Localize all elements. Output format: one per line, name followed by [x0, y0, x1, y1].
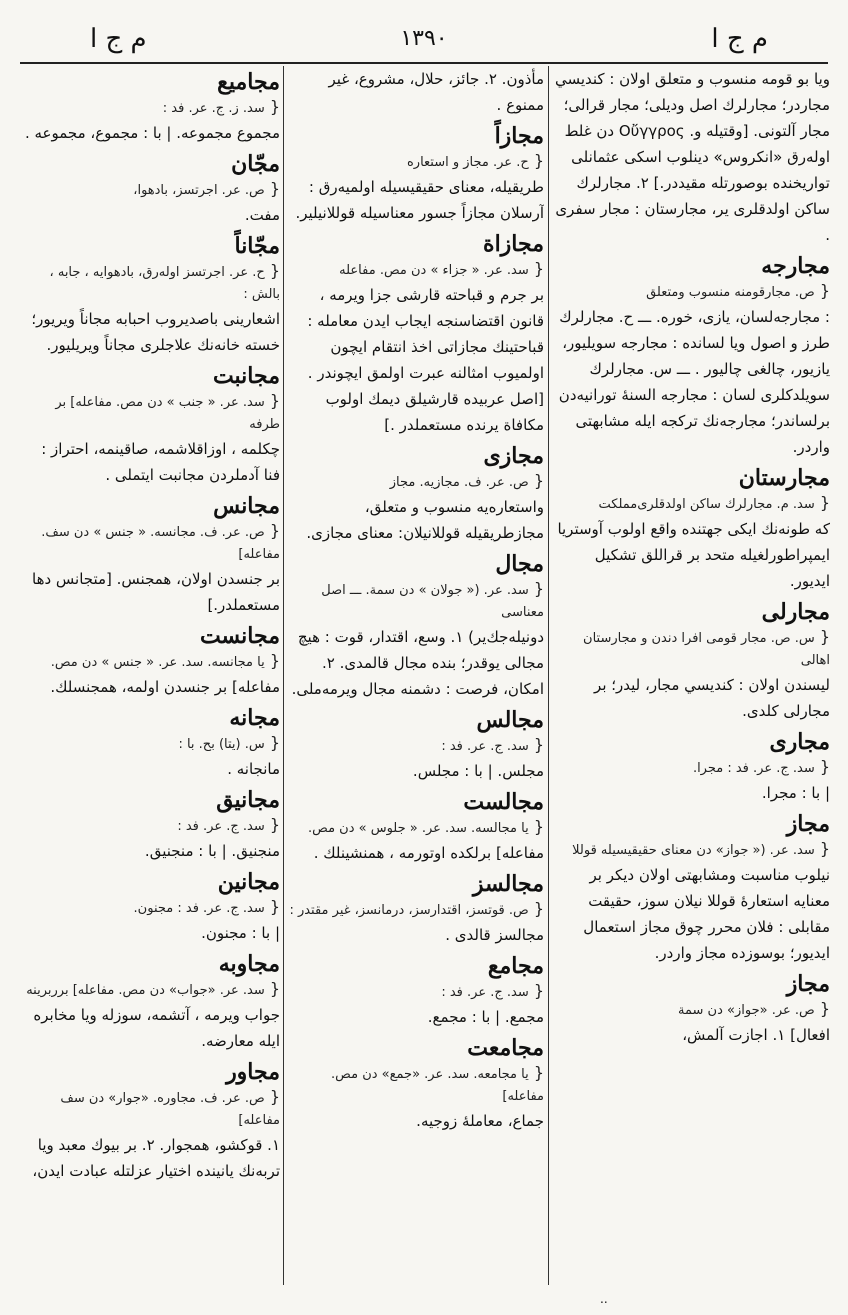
- entry-headword: مجارجه: [761, 253, 830, 279]
- entry-definition: طريقيله، معناى حقيقيسيله اولميه‌رق : آرسلان مجازاً جسور معناسيله قوللانيلير.: [295, 178, 544, 222]
- header-left-mark: م ج ا: [90, 24, 147, 54]
- entry-grammar-note: { ص. عر. ف. مجاوره. «جوار» دن سف مفاعله]: [22, 1086, 280, 1132]
- entry-headword: مجازاة: [483, 231, 544, 257]
- entry-headword: مجانه: [229, 705, 280, 731]
- dictionary-entry: [286, 870, 544, 948]
- entry-definition: جواب ويرمه ، آتشمه، سوزله ويا مخابره ايله معارضه.: [33, 1006, 280, 1050]
- entry-headword: مجانيق: [216, 787, 280, 813]
- column-middle: [286, 66, 544, 1297]
- entry-definition: : مجارجه‌لسان، يازى، خوره. ـــ ح. مجارلرك طرز و اصول ويا لسانده : مجارجه سويليور، يازيور، چالغى چاليور . ـــ س. مجارلرك سويلدكلرى لسان : مجارجه السنهٔ تورانيه‌دن برلساندر؛ مجارجه‌نك تركجه ايله مشابهتى واردر.: [558, 308, 830, 456]
- entry-headword: مجالست: [463, 789, 544, 815]
- entry-headword: مجانبت: [212, 363, 280, 389]
- entry-grammar-note: { ص. مجارقومنه منسوب ومتعلق: [552, 280, 830, 304]
- dictionary-entry: [22, 950, 280, 1054]
- entry-headword: مجازاً: [494, 123, 544, 149]
- entry-definition: واستعاره‌يه منسوب و متعلق، مجازطريقيله قوللانيلان: معناى مجازى.: [306, 498, 544, 542]
- entry-grammar-note: { سد. ج. عر. فد : مجرا.: [552, 756, 830, 780]
- entry-definition: مجمع. | با : مجمع.: [427, 1008, 544, 1026]
- dictionary-entry: [552, 728, 830, 806]
- entry-headword: مجاور: [226, 1059, 280, 1085]
- entry-definition: مانجانه .: [227, 760, 280, 778]
- entry-definition: مأذون. ۲. جائز، حلال، مشروع، غير ممنوع .: [328, 70, 544, 114]
- entry-headword: مجاميع: [217, 69, 280, 95]
- entry-headword: مجامعت: [467, 1035, 544, 1061]
- entry-headword: مجالس: [476, 707, 544, 733]
- entry-definition: ويا بو قومه منسوب و متعلق اولان : كنديسي مجاردر؛ مجارلرك اصل وديلى؛ مجار قرالى؛ مجار آلتونى. [وقتيله و. Οὔγγρος دن غلط اوله‌رق «انكروس» دينلوب اسكى عثمانلى تواريخنده بوصورتله مقيددر.] ٢. مجارلرك ساكن اولدقلرى ير، مجارستان : مجار سفرى .: [554, 70, 830, 244]
- dictionary-entry: [22, 492, 280, 618]
- entry-definition: افعال] ١. اجازت آلمش،: [682, 1026, 830, 1044]
- entry-headword: مجازى: [483, 443, 544, 469]
- entry-grammar-note: { يا مجامعه. سد. عر. «جمع» دن مص. مفاعله]: [286, 1062, 544, 1108]
- dictionary-entry: [552, 810, 830, 966]
- entry-grammar-note: { س. (يتا) بح. با :: [22, 732, 280, 756]
- entry-grammar-note: { يا مجانسه. سد. عر. « جنس » دن مص.: [22, 650, 280, 674]
- header-right-mark: م ج ا: [711, 24, 768, 54]
- dictionary-entry: [22, 232, 280, 358]
- entry-definition: | با : مجنون.: [201, 924, 280, 942]
- entry-definition: بر جنسدن اولان، همجنس. [متجانس دها مستعملدر.]: [32, 570, 280, 614]
- entry-headword: مجاز: [786, 971, 830, 997]
- entry-definition: ليسندن اولان : كنديسي مجار، ليدر؛ بر مجارلى كلدى.: [594, 676, 830, 720]
- entry-headword: مجارى: [769, 729, 830, 755]
- dictionary-entry: [22, 150, 280, 228]
- entry-definition: ١. قوكشو، همجوار. ٢. بر بيوك معبد ويا تربه‌نك يانينده اختيار عزلتله عبادت ايدن،: [32, 1136, 280, 1180]
- entry-grammar-note: { ح. عر. مجاز و استعاره: [286, 150, 544, 174]
- entry-grammar-note: { سد. ج. عر. فد :: [286, 734, 544, 758]
- entry-headword: مجارلى: [761, 599, 830, 625]
- entry-definition: مفاعله] بر جنسدن اولمه، همجنسلك.: [50, 678, 280, 696]
- continued-entry: [552, 66, 830, 248]
- entry-grammar-note: { ح. عر. اجرتسز اوله‌رق، بادهوايه ، جابه ، بالش :: [22, 260, 280, 306]
- dictionary-entry: [286, 122, 544, 226]
- dictionary-entry: [552, 598, 830, 724]
- dictionary-entry: [286, 550, 544, 702]
- dictionary-entry: [22, 68, 280, 146]
- entry-grammar-note: { س. ص. مجار قومى افرا دندن و مجارستان اهالى: [552, 626, 830, 672]
- entry-headword: مجّان: [231, 151, 280, 177]
- entry-grammar-note: { سد. عر. « جنب » دن مص. مفاعله] بر طرفه: [22, 390, 280, 436]
- entry-definition: مجلس. | با : مجلس.: [412, 762, 544, 780]
- entry-grammar-note: { ص. عر. ف. مجازيه. مجاز: [286, 470, 544, 494]
- dictionary-entry: [286, 442, 544, 546]
- entry-definition: دونيله‌جك‌ير) ١. وسع، اقتدار، قوت : هيچ مجالى يوقدر؛ بنده مجال قالمدى. ٢. امكان، فرصت : دشمنه مجال ويرمه‌ملى.: [291, 628, 544, 698]
- dictionary-entry: [22, 704, 280, 782]
- dictionary-entry: [286, 1034, 544, 1134]
- entry-grammar-note: { ص. عر. ف. مجانسه. « جنس » دن سف. مفاعله]: [22, 520, 280, 566]
- entry-grammar-note: { سد. عر. «جواب» دن مص. مفاعله] برربرينه: [22, 978, 280, 1002]
- entry-definition: اشعارينى باصديروب احبابه مجاناً ويريور؛ خسته خانه‌نك علاجلرى مجاناً ويريليور.: [31, 310, 280, 354]
- entry-headword: مجانست: [199, 623, 280, 649]
- column-right: [552, 66, 830, 1297]
- continued-entry: [286, 66, 544, 118]
- entry-definition: جماع، معاملهٔ زوجيه.: [416, 1112, 544, 1130]
- entry-definition: منجنيق. | با : منجنيق.: [144, 842, 280, 860]
- entry-grammar-note: { يا مجالسه. سد. عر. « جلوس » دن مص.: [286, 816, 544, 840]
- column-divider: [283, 66, 284, 1285]
- entry-headword: مجانين: [217, 869, 280, 895]
- entry-grammar-note: { سد. ج. عر. فد :: [286, 980, 544, 1004]
- entry-grammar-note: { سد. عر. « جزاء » دن مص. مفاعله: [286, 258, 544, 282]
- entry-grammar-note: { ص. عر. اجرتسز، بادهوا،: [22, 178, 280, 202]
- entry-headword: مجانس: [213, 493, 280, 519]
- dictionary-entry: [22, 362, 280, 488]
- entry-grammar-note: { ص. عر. «جواز» دن سمة: [552, 998, 830, 1022]
- column-left: [22, 66, 280, 1297]
- entry-grammar-note: { ص. قوتسز، اقتدارسز، درمانسز، غير مقتدر :: [286, 898, 544, 922]
- entry-grammar-note: { سد. عر. (« جولان » دن سمة. ـــ اصل معناسى: [286, 578, 544, 624]
- entry-definition: مجموع مجموعه. | با : مجموع، مجموعه .: [24, 124, 280, 142]
- entry-headword: مجّاناً: [234, 233, 280, 259]
- dictionary-entry: [552, 252, 830, 460]
- entry-headword: مجال: [495, 551, 544, 577]
- running-header: [20, 18, 828, 62]
- entry-definition: مفت.: [244, 206, 280, 224]
- dictionary-entry: [552, 970, 830, 1048]
- dictionary-entry: [286, 706, 544, 784]
- entry-headword: مجارستان: [738, 465, 830, 491]
- entry-grammar-note: { سد. م. مجارلرك ساكن اولدقلرى‌مملكت: [552, 492, 830, 516]
- entry-definition: مفاعله] برلكده اوتورمه ، همنشينلك .: [313, 844, 544, 862]
- footer-mark: ..: [600, 1292, 608, 1306]
- column-divider: [548, 66, 549, 1285]
- entry-definition: نيلوب مناسبت ومشابهتى اولان ديكر بر معنايه استعارهٔ قوللا نيلان سوز، حقيقت مقابلى : فلان محرر چوق مجاز استعمال ايديور؛ بوسوزده مجاز واردر.: [583, 866, 830, 962]
- dictionary-entry: [286, 788, 544, 866]
- entry-headword: مجالسز: [472, 871, 544, 897]
- page-number: ۱۳۹۰: [400, 26, 448, 51]
- entry-headword: مجامع: [487, 953, 544, 979]
- entry-definition: چكلمه ، اوزاقلاشمه، صاقينمه، احتراز : فنا آدملردن مجانبت ايتملى .: [41, 440, 280, 484]
- dictionary-entry: [22, 868, 280, 946]
- entry-grammar-note: { سد. ج. عر. فد :: [22, 814, 280, 838]
- header-rule: [20, 62, 828, 64]
- entry-grammar-note: { سد. ج. عر. فد : مجنون.: [22, 896, 280, 920]
- entry-headword: مجاز: [786, 811, 830, 837]
- entry-definition: بر جرم و قباحته قارشى جزا ويرمه ، قانون اقتضاسنجه ايجاب ايدن معامله : قباحتينك مجازاتى اخذ انتقام ايچون اولميوب امثالنه عبرت اولمق ايچوندر . [اصل عربيده قارشيلق ديمك اولوب مكافاة يرنده مستعملدر .]: [307, 286, 544, 434]
- entry-definition: | با : مجرا.: [761, 784, 830, 802]
- dictionary-entry: [552, 464, 830, 594]
- dictionary-entry: [286, 230, 544, 438]
- dictionary-entry: [22, 622, 280, 700]
- entry-grammar-note: { سد. عر. (« جواز» دن معناى حقيقيسيله قوللا: [552, 838, 830, 862]
- entry-grammar-note: { سد. ز. ج. عر. فد :: [22, 96, 280, 120]
- dictionary-entry: [22, 786, 280, 864]
- dictionary-entry: [286, 952, 544, 1030]
- entry-definition: مجالسز قالدى .: [445, 926, 544, 944]
- entry-definition: كه طونه‌نك ايكى جهتنده واقع اولوب آوستريا ايمپراطورلغيله متحد بر قراللق تشكيل ايديور.: [557, 520, 830, 590]
- dictionary-entry: [22, 1058, 280, 1184]
- entry-headword: مجاوبه: [218, 951, 280, 977]
